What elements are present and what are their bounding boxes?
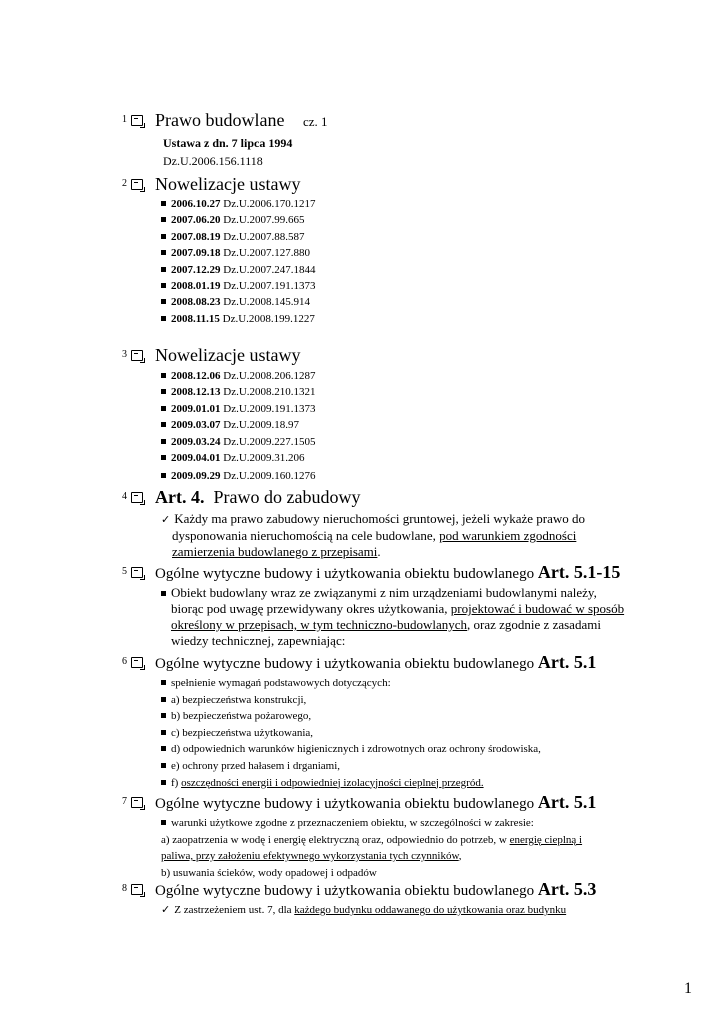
list-item: f) oszczędności energii i odpowiedniej izolacyjności cieplnej przegród.	[161, 775, 541, 792]
slide-title: Ogólne wytyczne budowy i użytkowania obiektu budowlanego Art. 5.1	[155, 652, 597, 672]
slide-body: ✓ Każdy ma prawo zabudowy nieruchomości gruntowej, jeżeli wykaże prawo do dysponowania nieruchomością na cele budowlane, pod warunkiem zgodności zamierzenia budowlanego z przepisami.	[161, 511, 586, 559]
list-item: 2009.09.29 Dz.U.2009.160.1276	[161, 468, 316, 484]
list-item: 2007.06.20 Dz.U.2007.99.665	[161, 212, 316, 228]
slide-title: Nowelizacje ustawy	[155, 174, 301, 194]
page-number: 1	[684, 980, 692, 997]
list-item: 2008.08.23 Dz.U.2008.145.914	[161, 294, 316, 310]
list-item: 2009.01.01 Dz.U.2009.191.1373	[161, 401, 316, 417]
list-item: 2009.03.07 Dz.U.2009.18.97	[161, 417, 316, 433]
list-item: d) odpowiednich warunków higienicznych i zdrowotnych oraz ochrony środowiska,	[161, 741, 541, 758]
slide-title: Ogólne wytyczne budowy i użytkowania obiektu budowlanego Art. 5.1-15	[155, 562, 621, 582]
list-item: 2006.10.27 Dz.U.2006.170.1217	[161, 196, 316, 212]
slide-body: ✓ Z zastrzeżeniem ust. 7, dla każdego budynku oddawanego do użytkowania oraz budynku	[161, 904, 567, 916]
slide-title: Prawo budowlane cz. 1	[155, 110, 328, 130]
slide-icon	[131, 657, 143, 668]
slide-icon	[131, 567, 143, 578]
list-item: 2008.12.13 Dz.U.2008.210.1321	[161, 384, 316, 400]
slide-icon	[131, 179, 143, 190]
amendment-list	[161, 196, 316, 327]
slide-title: Nowelizacje ustawy	[155, 345, 301, 365]
slide-title: Ogólne wytyczne budowy i użytkowania obiektu budowlanego Art. 5.3	[155, 879, 597, 899]
list-item: spełnienie wymagań podstawowych dotyczących:	[161, 675, 541, 692]
slide-number: 4	[122, 491, 127, 502]
slide-body: Obiekt budowlany wraz ze związanymi z nim urządzeniami budowlanymi należy, biorąc pod uwagę przewidywany okres użytkowania, projektować i budować w sposób określony w przepisach, w tym techniczno-budowlanych, oraz zgodnie z zasadami wiedzy technicznej, zapewniając:	[161, 585, 641, 649]
slide-number: 5	[122, 566, 127, 577]
law-reference: Dz.U.2006.156.1118	[163, 154, 263, 168]
slide-title: Art. 4. Prawo do zabudowy	[155, 487, 361, 507]
requirements-list	[161, 675, 541, 791]
list-item: e) ochrony przed hałasem i drganiami,	[161, 758, 541, 775]
slide-icon	[131, 884, 143, 895]
slide-number: 7	[122, 796, 127, 807]
slide-body: warunki użytkowe zgodne z przeznaczeniem obiektu, w szczególności w zakresie: a) zaopatrzenia w wodę i energię elektryczną oraz, odpowiednio do potrzeb, w energię cieplną i paliwa, przy założeniu efektywnego wykorzystania tych czynników, b) usuwania ścieków, wody opadowej i odpadów	[161, 817, 583, 879]
list-item: 2007.12.29 Dz.U.2007.247.1844	[161, 262, 316, 278]
list-item: 2008.01.19 Dz.U.2007.191.1373	[161, 278, 316, 294]
amendment-list	[161, 368, 316, 485]
list-item: 2008.12.06 Dz.U.2008.206.1287	[161, 368, 316, 384]
list-item: 2007.08.19 Dz.U.2007.88.587	[161, 229, 316, 245]
slide-icon	[131, 350, 143, 361]
slide-number: 6	[122, 656, 127, 667]
check-icon: ✓	[161, 904, 171, 916]
list-item: b) bezpieczeństwa pożarowego,	[161, 708, 541, 725]
list-item: 2009.04.01 Dz.U.2009.31.206	[161, 450, 316, 466]
check-icon: ✓	[161, 514, 171, 526]
list-item: 2007.09.18 Dz.U.2007.127.880	[161, 245, 316, 261]
slide-icon	[131, 492, 143, 503]
slide-number: 1	[122, 114, 127, 125]
slide-number: 2	[122, 178, 127, 189]
slide-number: 3	[122, 349, 127, 360]
list-item: a) bezpieczeństwa konstrukcji,	[161, 692, 541, 709]
list-item: 2009.03.24 Dz.U.2009.227.1505	[161, 434, 316, 450]
law-date: Ustawa z dn. 7 lipca 1994	[163, 136, 293, 150]
slide-number: 8	[122, 883, 127, 894]
slide-icon	[131, 115, 143, 126]
list-item: c) bezpieczeństwa użytkowania,	[161, 725, 541, 742]
slide-title: Ogólne wytyczne budowy i użytkowania obiektu budowlanego Art. 5.1	[155, 792, 597, 812]
list-item: 2008.11.15 Dz.U.2008.199.1227	[161, 311, 316, 327]
slide-icon	[131, 797, 143, 808]
